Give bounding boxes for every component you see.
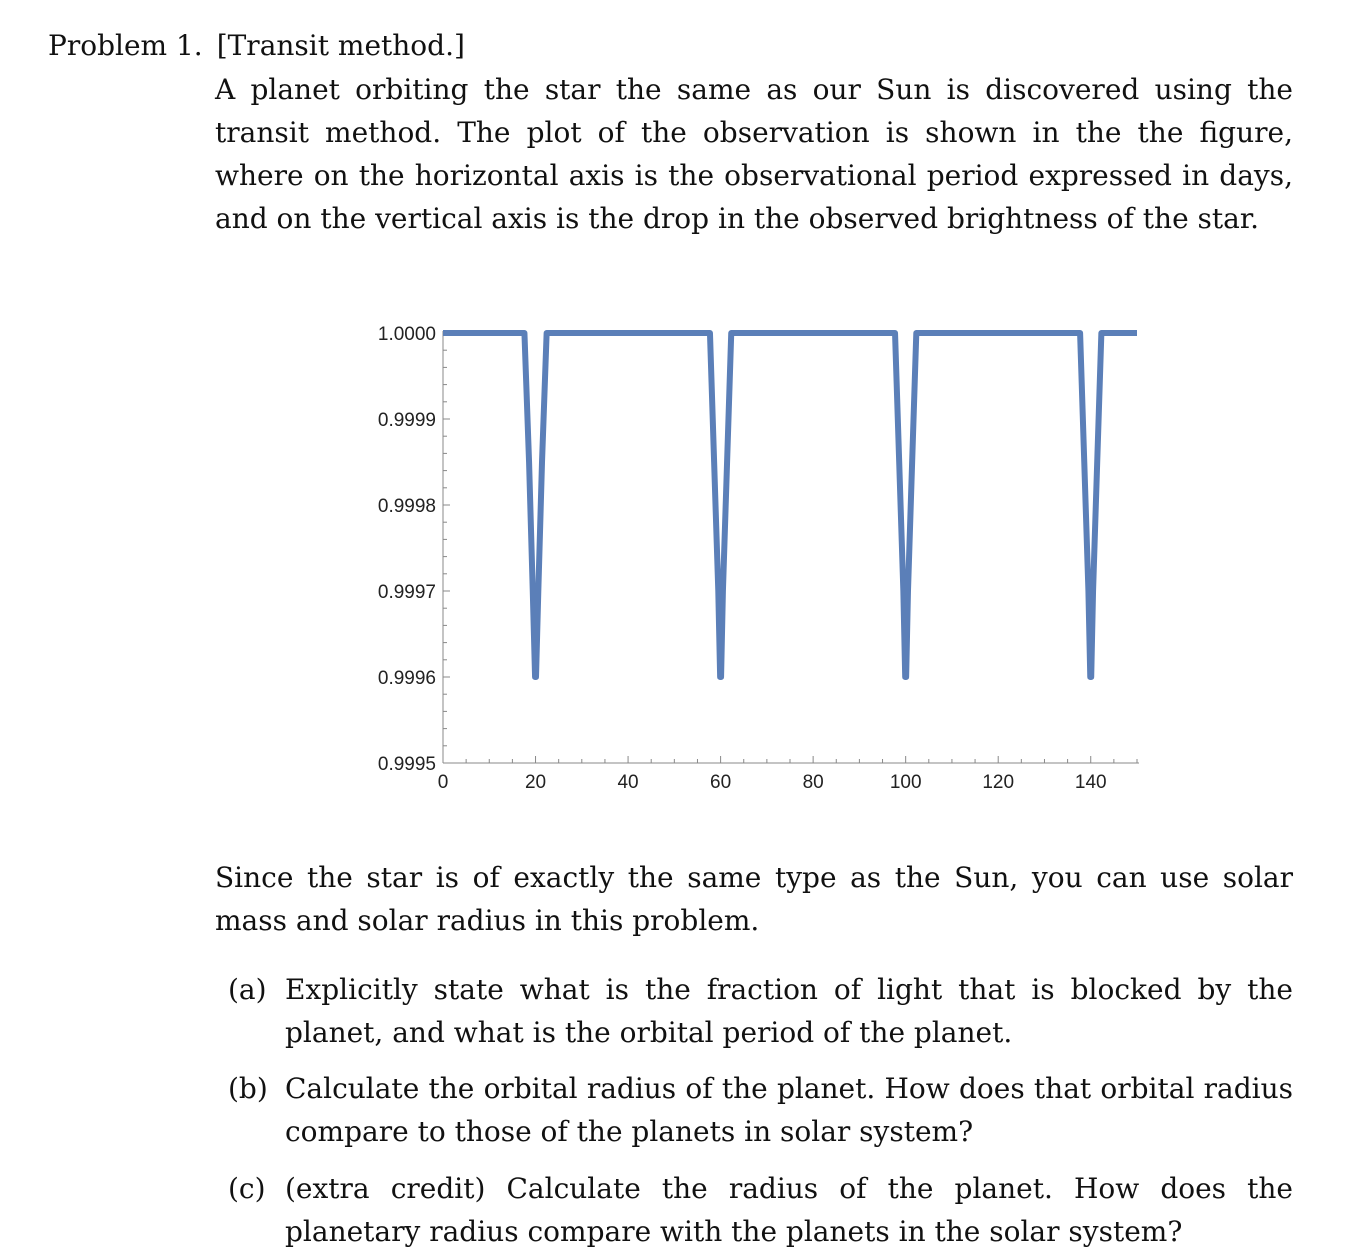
y-tick-label: 0.9996 [377,668,436,689]
axes [443,331,1139,763]
x-tick-label: 20 [524,772,547,793]
question-c-marker: (c) [228,1172,266,1205]
y-tick-label: 0.9998 [377,496,436,517]
x-tick-label: 80 [802,772,824,793]
tick-labels [378,324,1107,793]
x-tick-label: 120 [982,772,1015,793]
light-curve-line [443,333,1137,677]
y-tick-label: 0.9995 [377,754,436,775]
y-tick-label: 0.9999 [377,410,436,431]
x-tick-label: 100 [889,772,922,793]
star-assumption-paragraph: Since the star is of exactly the same type as the Sun, you can use solar mass and solar radius in this problem. [215,861,1293,937]
x-tick-label: 0 [437,772,449,793]
problem-intro: A planet orbiting the star the same as our Sun is discovered using the transit method. The plot of the observation is shown in the the figure, where on the horizontal axis is the observational period expressed in days, and on the vertical axis is the drop in the observed brightness of the star. [215,73,1293,235]
question-a-marker: (a) [228,973,267,1006]
question-b-text: Calculate the orbital radius of the planet. How does that orbital radius compare to those of the planets in solar system? [285,1072,1293,1148]
transit-light-curve-chart [350,310,1150,800]
problem-heading [48,26,465,66]
y-tick-label: 0.9997 [377,582,436,603]
x-tick-label: 140 [1074,772,1107,793]
question-c-text: (extra credit) Calculate the radius of the planet. How does the planetary radius compare with the planets in the solar system? [285,1172,1293,1248]
question-a-text: Explicitly state what is the fraction of light that is blocked by the planet, and what is the orbital period of the planet. [285,973,1293,1049]
problem-title: [Transit method.] [216,29,465,62]
y-tick-label: 1.0000 [377,324,436,345]
x-tick-label: 60 [710,772,732,793]
question-b-marker: (b) [228,1072,268,1105]
x-tick-label: 40 [617,772,639,793]
problem-number: Problem 1. [48,29,203,62]
